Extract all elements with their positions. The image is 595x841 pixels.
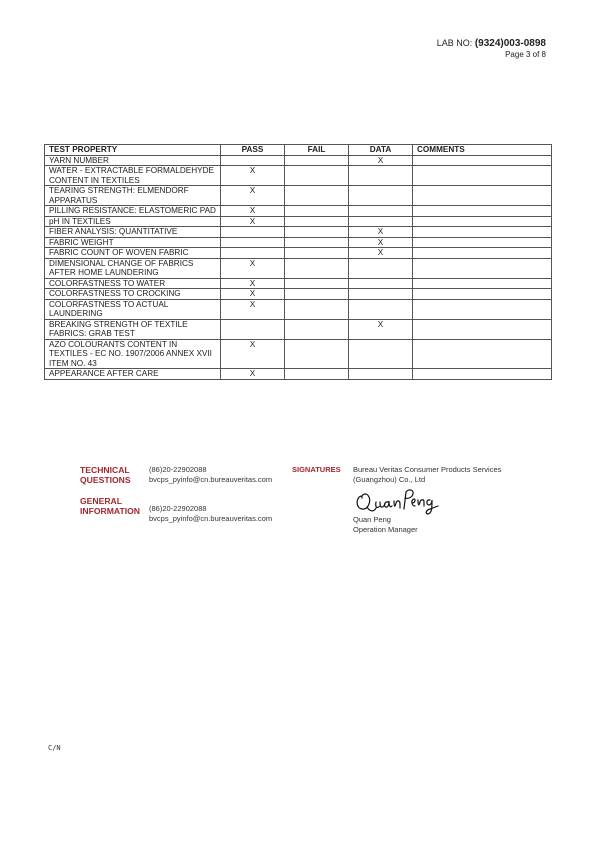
table-row — [45, 278, 552, 289]
data-cell: X — [349, 319, 413, 339]
pass-cell: X — [221, 166, 285, 186]
report-header — [437, 37, 546, 60]
data-cell — [349, 186, 413, 206]
pass-cell: X — [221, 216, 285, 227]
test-property-table — [44, 144, 552, 380]
column-header-property: TEST PROPERTY — [45, 145, 221, 156]
comments-cell — [413, 339, 552, 369]
test-property-cell: APPEARANCE AFTER CARE — [45, 369, 221, 380]
data-cell: X — [349, 155, 413, 166]
pass-cell — [221, 237, 285, 248]
comments-cell — [413, 166, 552, 186]
table-row — [45, 258, 552, 278]
table-row — [45, 216, 552, 227]
fail-cell — [285, 166, 349, 186]
pass-cell: X — [221, 289, 285, 300]
lab-number — [437, 37, 546, 50]
test-property-cell: DIMENSIONAL CHANGE OF FABRICS AFTER HOME LAUNDERING — [45, 258, 221, 278]
comments-cell — [413, 299, 552, 319]
test-property-cell: COLORFASTNESS TO WATER — [45, 278, 221, 289]
data-cell — [349, 206, 413, 217]
table-body — [45, 155, 552, 379]
comments-cell — [413, 227, 552, 238]
technical-questions-label: TECHNICAL QUESTIONS — [80, 465, 131, 485]
data-cell: X — [349, 227, 413, 238]
lab-number-value: (9324)003-0898 — [474, 38, 546, 49]
data-cell — [349, 258, 413, 278]
fail-cell — [285, 216, 349, 227]
table-row — [45, 155, 552, 166]
pass-cell: X — [221, 299, 285, 319]
signature-company: Bureau Veritas Consumer Products Services (Guangzhou) Co., Ltd — [353, 465, 502, 484]
pass-cell — [221, 227, 285, 238]
column-header-comments: COMMENTS — [413, 145, 552, 156]
test-property-cell: AZO COLOURANTS CONTENT IN TEXTILES - EC NO. 1907/2006 ANNEX XVII ITEM NO. 43 — [45, 339, 221, 369]
test-property-cell: TEARING STRENGTH: ELMENDORF APPARATUS — [45, 186, 221, 206]
comments-cell — [413, 248, 552, 259]
footer-code: C/N — [48, 744, 61, 752]
comments-cell — [413, 186, 552, 206]
test-property-cell: COLORFASTNESS TO ACTUAL LAUNDERING — [45, 299, 221, 319]
fail-cell — [285, 299, 349, 319]
comments-cell — [413, 155, 552, 166]
comments-cell — [413, 258, 552, 278]
pass-cell: X — [221, 278, 285, 289]
test-property-cell: COLORFASTNESS TO CROCKING — [45, 289, 221, 300]
fail-cell — [285, 339, 349, 369]
table-row — [45, 339, 552, 369]
table-header-row — [45, 145, 552, 156]
signatory-title: Operation Manager — [353, 525, 418, 534]
pass-cell: X — [221, 206, 285, 217]
data-cell — [349, 278, 413, 289]
test-property-cell: YARN NUMBER — [45, 155, 221, 166]
data-cell — [349, 339, 413, 369]
fail-cell — [285, 227, 349, 238]
table-row — [45, 319, 552, 339]
general-email: bvcps_pyinfo@cn.bureauveritas.com — [149, 514, 273, 523]
data-cell — [349, 369, 413, 380]
column-header-pass: PASS — [221, 145, 285, 156]
fail-cell — [285, 186, 349, 206]
data-cell — [349, 166, 413, 186]
fail-cell — [285, 319, 349, 339]
comments-cell — [413, 319, 552, 339]
fail-cell — [285, 369, 349, 380]
fail-cell — [285, 289, 349, 300]
data-cell — [349, 289, 413, 300]
fail-cell — [285, 237, 349, 248]
table-row — [45, 248, 552, 259]
technical-email: bvcps_pyinfo@cn.bureauveritas.com — [149, 475, 273, 484]
test-property-cell: FABRIC COUNT OF WOVEN FABRIC — [45, 248, 221, 259]
table-row — [45, 369, 552, 380]
table-row — [45, 186, 552, 206]
table-row — [45, 227, 552, 238]
test-property-cell: WATER - EXTRACTABLE FORMALDEHYDE CONTENT IN TEXTILES — [45, 166, 221, 186]
comments-cell — [413, 278, 552, 289]
fail-cell — [285, 278, 349, 289]
handwritten-signature — [352, 482, 442, 518]
data-cell — [349, 299, 413, 319]
pass-cell — [221, 155, 285, 166]
pass-cell: X — [221, 186, 285, 206]
data-cell — [349, 216, 413, 227]
table-row — [45, 166, 552, 186]
fail-cell — [285, 248, 349, 259]
lab-number-label: LAB NO: — [436, 38, 473, 48]
general-information-label: GENERAL INFORMATION — [80, 496, 140, 516]
test-property-cell: pH IN TEXTILES — [45, 216, 221, 227]
comments-cell — [413, 369, 552, 380]
data-cell: X — [349, 237, 413, 248]
pass-cell — [221, 248, 285, 259]
fail-cell — [285, 206, 349, 217]
table-row — [45, 206, 552, 217]
pass-cell — [221, 319, 285, 339]
signatures-label: SIGNATURES — [292, 465, 341, 474]
comments-cell — [413, 237, 552, 248]
signatory-block — [353, 515, 418, 535]
table-row — [45, 237, 552, 248]
general-phone: (86)20-22902088 — [149, 504, 207, 513]
comments-cell — [413, 206, 552, 217]
technical-phone: (86)20-22902088 — [149, 465, 207, 474]
signatory-name: Quan Peng — [353, 515, 391, 524]
test-property-cell: FIBER ANALYSIS: QUANTITATIVE — [45, 227, 221, 238]
pass-cell: X — [221, 369, 285, 380]
pass-cell: X — [221, 258, 285, 278]
column-header-data: DATA — [349, 145, 413, 156]
fail-cell — [285, 155, 349, 166]
comments-cell — [413, 289, 552, 300]
data-cell: X — [349, 248, 413, 259]
table-row — [45, 299, 552, 319]
pass-cell: X — [221, 339, 285, 369]
test-property-cell: FABRIC WEIGHT — [45, 237, 221, 248]
column-header-fail: FAIL — [285, 145, 349, 156]
comments-cell — [413, 216, 552, 227]
test-property-cell: BREAKING STRENGTH OF TEXTILE FABRICS: GRAB TEST — [45, 319, 221, 339]
test-property-cell: PILLING RESISTANCE: ELASTOMERIC PAD — [45, 206, 221, 217]
page-number: Page 3 of 8 — [505, 50, 546, 59]
fail-cell — [285, 258, 349, 278]
table-row — [45, 289, 552, 300]
